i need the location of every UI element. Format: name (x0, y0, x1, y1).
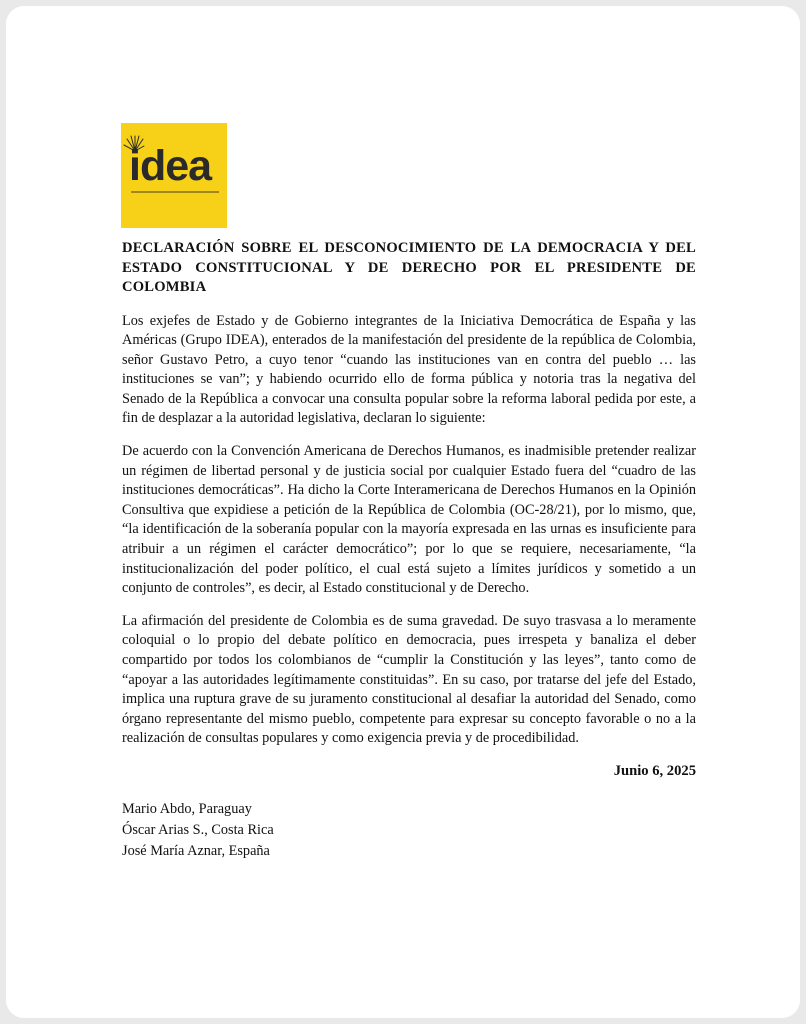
signatory: José María Aznar, España (122, 843, 270, 860)
signatory: Óscar Arias S., Costa Rica (122, 822, 274, 839)
declaration-title: DECLARACIÓN SOBRE EL DESCONOCIMIENTO DE LA DEMOCRACIA Y DEL ESTADO CONSTITUCIONAL Y DE DERECHO POR EL PRESIDENTE DE COLOMBIA (122, 240, 696, 295)
logo-underline (131, 191, 219, 193)
declaration-body (122, 239, 696, 862)
document-page (6, 6, 800, 1018)
paragraph-convention: De acuerdo con la Convención Americana de Derechos Humanos, es inadmisible pretender realizar un régimen de libertad personal y de justicia social por cualquier Estado fuera del “cuadro de las instituciones democráticas”. Ha dicho la Corte Interamericana de Derechos Humanos en la Opinión Consultiva que expidiese a petición de la República de Colombia (OC-28/21), por lo mismo, que, “la identificación de la soberanía popular con la mayoría expresada en las urnas es insuficiente para atribuir a un régimen el carácter democrático”; por lo que se requiere, necesariamente, “la institucionalización del poder político, el cual está sujeto a límites jurídicos y sometido a un conjunto de controles”, es decir, al Estado constitucional y de Derecho. (122, 443, 696, 597)
logo-wordmark: idea (129, 142, 212, 190)
declaration-date: Junio 6, 2025 (613, 762, 696, 779)
paragraph-gravity: La afirmación del presidente de Colombia es de suma gravedad. De suyo trasvasa a lo meramente coloquial o lo propio del debate político en democracia, pues irrespeta y banaliza el deber compartido por todos los colombianos de “cumplir la Constitución y las leyes”, tanto como de “apoyar a las autoridades legítimamente constituidas”. En su caso, por tratarse del jefe del Estado, implica una ruptura grave de su juramento constitucional al desafiar la autoridad del Senado, como órgano representante del mismo pueblo, competente para expresar su concepto favorable o no a la realización de consultas populares y como exigencia previa y de procedibilidad. (122, 612, 696, 747)
signatory: Mario Abdo, Paraguay (122, 801, 252, 818)
idea-logo (121, 123, 227, 228)
paragraph-intro: Los exjefes de Estado y de Gobierno integrantes de la Iniciativa Democrática de España y las Américas (Grupo IDEA), enterados de la manifestación del presidente de la república de Colombia, señor Gustavo Petro, a cuyo tenor “cuando las instituciones van en contra del pueblo … las instituciones se van”; y habiendo ocurrido ello de forma pública y notoria tras la negativa del Senado de la República a convocar una consulta popular sobre la reforma laboral pedida por este, a fin de desplazar a la autoridad legislativa, declaran lo siguiente: (122, 312, 696, 427)
